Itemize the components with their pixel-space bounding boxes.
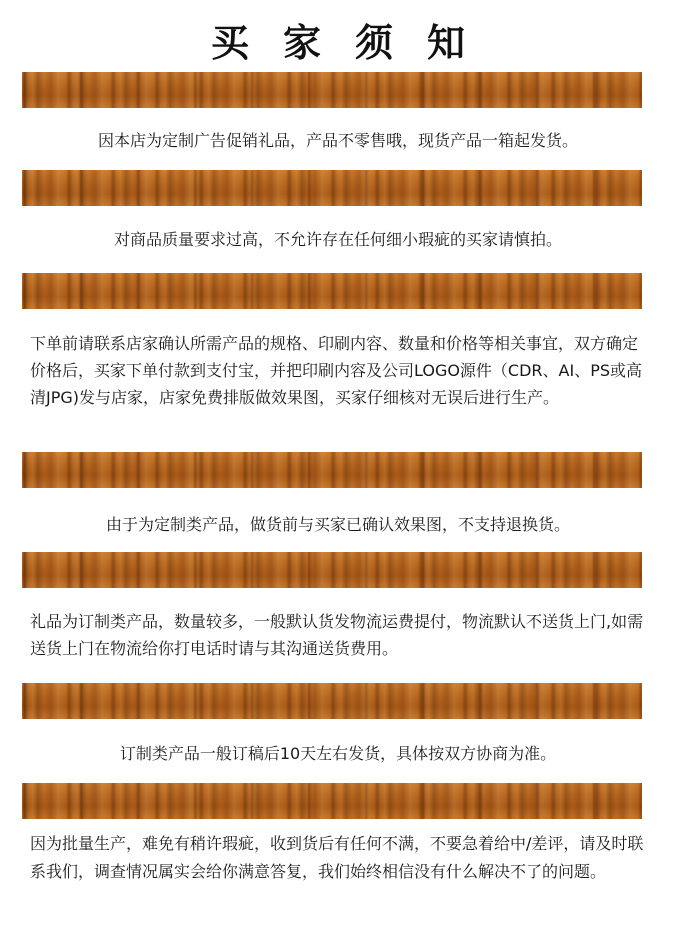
notice-1: 因本店为定制广告促销礼品，产品不零售哦，现货产品一箱起发货。	[97, 131, 578, 150]
wood-divider	[22, 273, 642, 309]
wood-divider	[22, 72, 642, 108]
notice-3: 下单前请联系店家确认所需产品的规格、印刷内容、数量和价格等相关事宜，双方确定价格后，买家下单付款到支付宝，并把印刷内容及公司LOGO源件（CDR、AI、PS或高清JPG)发与店家，店家免费排版做效果图，买家仔细核对无误后进行生产。	[30, 334, 643, 407]
notice-7: 因为批量生产，难免有稍许瑕疵，收到货后有任何不满，不要急着给中/差评，请及时联系我们，调查情况属实会给你满意答复，我们始终相信没有什么解决不了的问题。	[30, 834, 644, 881]
notice-4: 由于为定制类产品，做货前与买家已确认效果图，不支持退换货。	[105, 515, 570, 534]
notice-6: 订制类产品一般订稿后10天左右发货，具体按双方协商为准。	[119, 744, 557, 763]
wood-divider	[22, 170, 642, 206]
notice-5: 礼品为订制类产品，数量较多，一般默认货发物流运费提付，物流默认不送货上门,如需送货上门在物流给你打电话时请与其沟通送货费用。	[30, 612, 644, 658]
notice-2: 对商品质量要求过高，不允许存在任何细小瑕疵的买家请慎拍。	[113, 230, 562, 249]
wood-divider	[22, 683, 642, 719]
wood-divider	[22, 452, 642, 488]
page-title: 买家须知	[210, 20, 499, 65]
wood-divider	[22, 783, 642, 819]
wood-divider	[22, 552, 642, 588]
